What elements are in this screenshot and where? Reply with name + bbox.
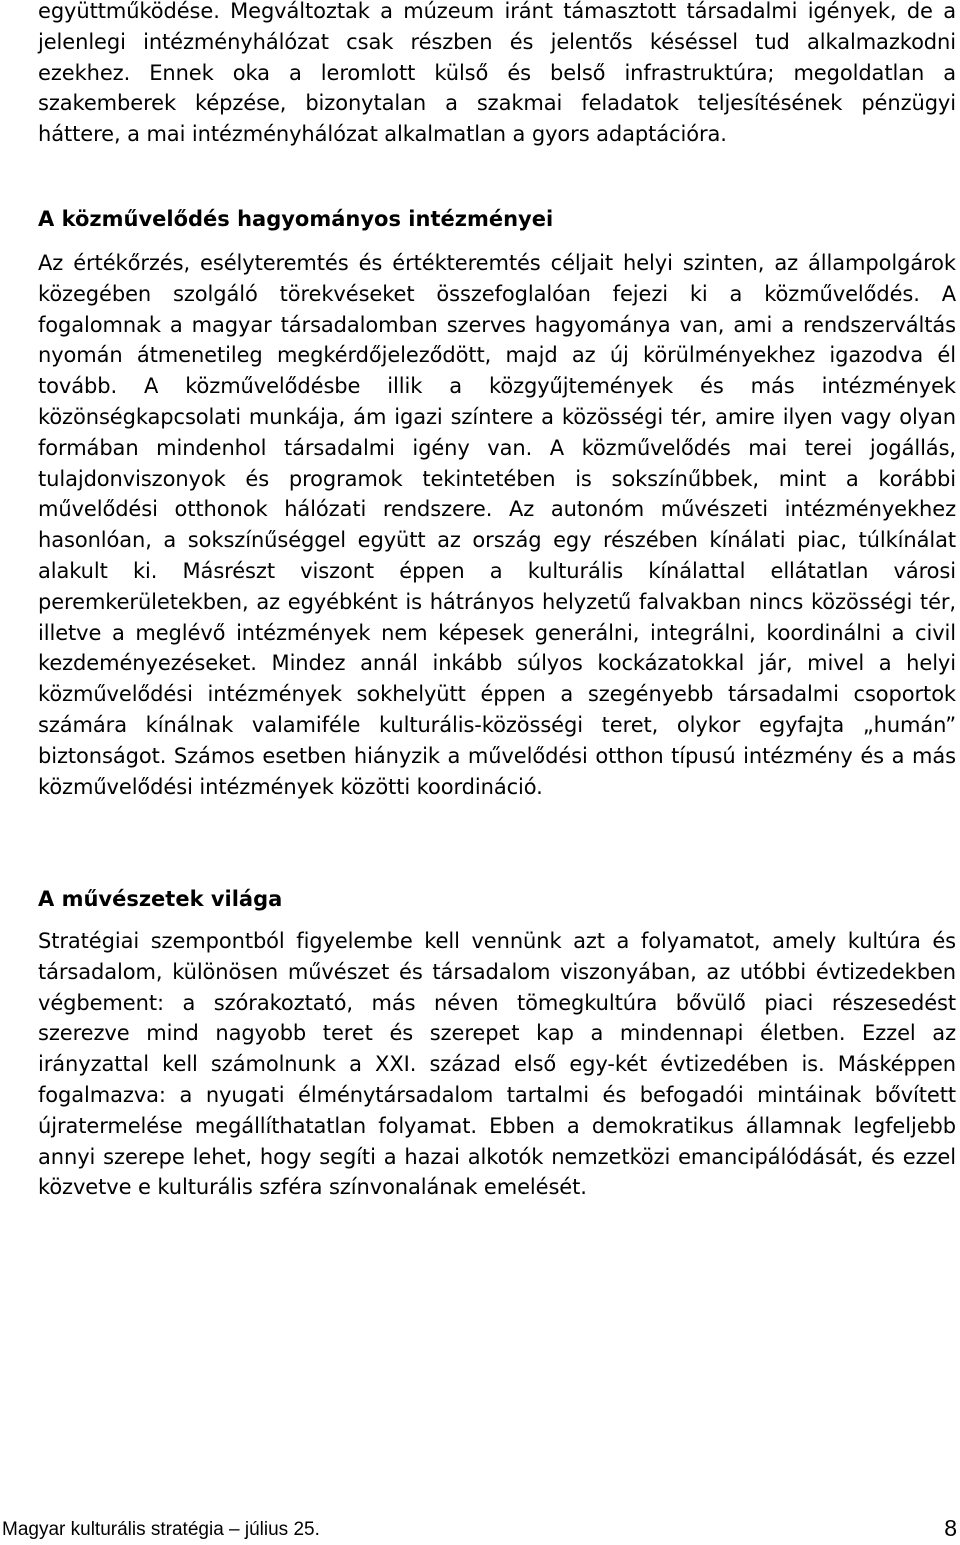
- section-heading-kozmuvelodes: A közművelődés hagyományos intézményei: [38, 207, 554, 231]
- section-paragraph-kozmuvelodes: Az értékőrzés, esélyteremtés és értékteremtés céljait helyi szinten, az állampolgárok közegében szolgáló törekvéseket összefoglalóan fejezi ki a közművelődés. A fogalomnak a magyar társadalomban szerves hagyománya van, ami a rendszerváltás nyomán átmenetileg megkérdőjeleződött, majd az új körülményekhez igazodva él tovább. A közművelődésbe illik a közgyűjtemények és más intézmények közönségkapcsolati munkája, ám igazi színtere a közösségi tér, amire ilyen vagy olyan formában mindenhol társadalmi igény van. A közművelődés mai terei jogállás, tulajdonviszonyok és programok tekintetében is sokszínűbbek, mint a korábbi művelődési otthonok hálózati rendszere. Az autonóm művészeti intézményekhez hasonlóan, a sokszínűséggel együtt az ország egy részében kínálati piac, túlkínálat alakult ki. Másrészt viszont éppen a kulturális kínálattal ellátatlan városi peremkerületekben, az egyébként is hátrányos helyzetű falvakban nincs közösségi tér, illetve a meglévő intézmények nem képesek generálni, integrálni, koordinálni a civil kezdeményezéseket. Mindez annál inkább súlyos kockázatokkal jár, mivel a helyi közművelődési intézmények sokhelyütt éppen a szegényebb társadalmi csoportok számára kínálnak valamiféle kulturális-közösségi teret, olykor egyfajta „humán” biztonságot. Számos esetben hiányzik a művelődési otthon típusú intézmény és a más közművelődési intézmények közötti koordináció.: [38, 251, 956, 799]
- page-number: 8: [944, 1515, 957, 1541]
- section-heading-muveszetek: A művészetek világa: [38, 887, 283, 911]
- section-paragraph-muveszetek: Stratégiai szempontból figyelembe kell vennünk azt a folyamatot, amely kultúra és társadalom, különösen művészet és társadalom viszonyában, az utóbbi évtizedekben végbement: a szórakoztató, más néven tömegkultúra bővülő piaci részesedést szerezve mind nagyobb teret és szerepet kap a mindennapi életben. Ezzel az irányzattal kell számolnunk a XXI. század első egy-két évtizedében is. Másképpen fogalmazva: a nyugati élménytársadalom tartalmi és befogadói mintáinak bővített újratermelése megállíthatatlan folyamat. Ebben a demokratikus államnak legfeljebb annyi szerepe lehet, hogy segíti a hazai alkotók nemzetközi emancipálódását, és ezzel közvetve e kulturális szféra színvonalának emelését.: [38, 929, 956, 1200]
- intro-paragraph: együttműködése. Megváltoztak a múzeum iránt támasztott társadalmi igények, de a jelenlegi intézményhálózat csak részben és jelentős késéssel tud alkalmazkodni ezekhez. Ennek oka a leromlott külső és belső infrastruktúra; megoldatlan a szakemberek képzése, bizonytalan a szakmai feladatok teljesítésének pénzügyi háttere, a mai intézményhálózat alkalmatlan a gyors adaptációra.: [38, 0, 956, 147]
- page-footer: [0, 1515, 960, 1545]
- footer-title: Magyar kulturális stratégia – július 25.: [2, 1519, 320, 1540]
